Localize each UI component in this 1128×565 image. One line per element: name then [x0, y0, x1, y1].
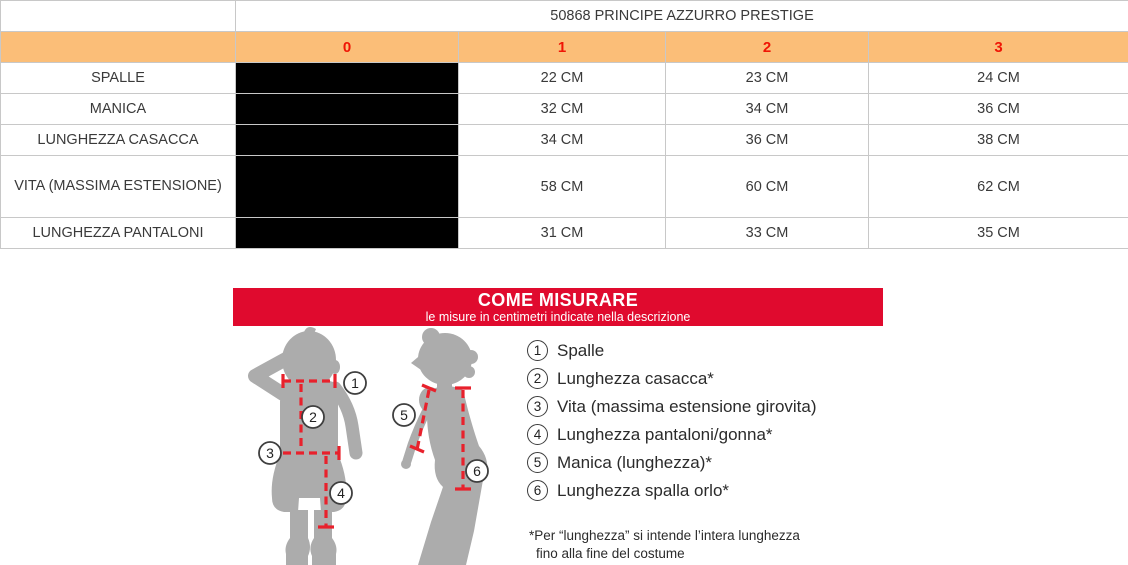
- value-cell: 22 CM: [459, 63, 666, 94]
- size-header-0: 0: [236, 32, 459, 63]
- value-cell: 36 CM: [869, 94, 1128, 125]
- value-cell: 38 CM: [869, 125, 1128, 156]
- measure-figure: [233, 326, 533, 565]
- value-cell: 23 CM: [666, 63, 869, 94]
- table-row: [1, 63, 1128, 94]
- svg-text:6: 6: [473, 463, 481, 479]
- row-label: LUNGHEZZA CASACCA: [1, 125, 236, 156]
- size-header-row: [1, 32, 1128, 63]
- marker-6-icon: [466, 460, 488, 482]
- size-header-2: 2: [666, 32, 869, 63]
- redacted-cell: [236, 94, 459, 125]
- row-label: SPALLE: [1, 63, 236, 94]
- redacted-cell: [236, 156, 459, 218]
- legend-number-4-icon: 4: [527, 424, 548, 445]
- legend-label: Lunghezza casacca*: [557, 368, 714, 388]
- legend-item: [527, 480, 817, 501]
- footnote-line-1: *Per “lunghezza” si intende l’intera lunghezza: [529, 528, 800, 543]
- measure-banner-title: COME MISURARE: [477, 290, 639, 310]
- value-cell: 60 CM: [666, 156, 869, 218]
- value-cell: 32 CM: [459, 94, 666, 125]
- svg-text:4: 4: [337, 485, 345, 501]
- footnote-line-2: fino alla fine del costume: [536, 545, 685, 561]
- value-cell: 31 CM: [459, 218, 666, 249]
- value-cell: 33 CM: [666, 218, 869, 249]
- row-label: MANICA: [1, 94, 236, 125]
- size-header-1: 1: [459, 32, 666, 63]
- legend-item: [527, 424, 817, 445]
- legend-label: Spalle: [557, 340, 605, 360]
- value-cell: 34 CM: [666, 94, 869, 125]
- value-cell: 35 CM: [869, 218, 1128, 249]
- value-cell: 36 CM: [666, 125, 869, 156]
- corner-cell: [1, 1, 236, 32]
- legend-label: Lunghezza pantaloni/gonna*: [557, 424, 773, 444]
- table-row: [1, 94, 1128, 125]
- table-row: [1, 218, 1128, 249]
- marker-3-icon: [259, 442, 281, 464]
- value-cell: 62 CM: [869, 156, 1128, 218]
- legend-number-2-icon: 2: [527, 368, 548, 389]
- redacted-cell: [236, 63, 459, 94]
- size-header-empty: [1, 32, 236, 63]
- redacted-cell: [236, 218, 459, 249]
- table-row: [1, 125, 1128, 156]
- table-title-row: [1, 1, 1128, 32]
- legend-item: [527, 452, 817, 473]
- marker-5-icon: [393, 404, 415, 426]
- legend-item: [527, 396, 817, 417]
- legend-number-5-icon: 5: [527, 452, 548, 473]
- legend-number-1-icon: 1: [527, 340, 548, 361]
- table-row: [1, 156, 1128, 218]
- marker-2-icon: [302, 406, 324, 428]
- svg-text:3: 3: [266, 445, 274, 461]
- svg-text:5: 5: [400, 407, 408, 423]
- row-label: LUNGHEZZA PANTALONI: [1, 218, 236, 249]
- legend-label: Vita (massima estensione girovita): [557, 396, 817, 416]
- svg-text:2: 2: [309, 409, 317, 425]
- svg-text:1: 1: [351, 375, 359, 391]
- marker-1-icon: [344, 372, 366, 394]
- size-table: [0, 0, 1128, 249]
- measure-legend: [527, 340, 817, 501]
- redacted-cell: [236, 125, 459, 156]
- row-label: VITA (MASSIMA ESTENSIONE): [1, 156, 236, 218]
- legend-label: Manica (lunghezza)*: [557, 452, 712, 472]
- product-title: 50868 PRINCIPE AZZURRO PRESTIGE: [236, 1, 1128, 32]
- value-cell: 58 CM: [459, 156, 666, 218]
- legend-number-6-icon: 6: [527, 480, 548, 501]
- measure-banner-subtitle: le misure in centimetri indicate nella descrizione: [425, 310, 691, 324]
- marker-4-icon: [330, 482, 352, 504]
- measure-footnote: [529, 527, 800, 563]
- value-cell: 24 CM: [869, 63, 1128, 94]
- value-cell: 34 CM: [459, 125, 666, 156]
- legend-label: Lunghezza spalla orlo*: [557, 480, 730, 500]
- measure-banner: [233, 288, 883, 326]
- size-header-3: 3: [869, 32, 1128, 63]
- legend-number-3-icon: 3: [527, 396, 548, 417]
- legend-item: [527, 340, 817, 361]
- legend-item: [527, 368, 817, 389]
